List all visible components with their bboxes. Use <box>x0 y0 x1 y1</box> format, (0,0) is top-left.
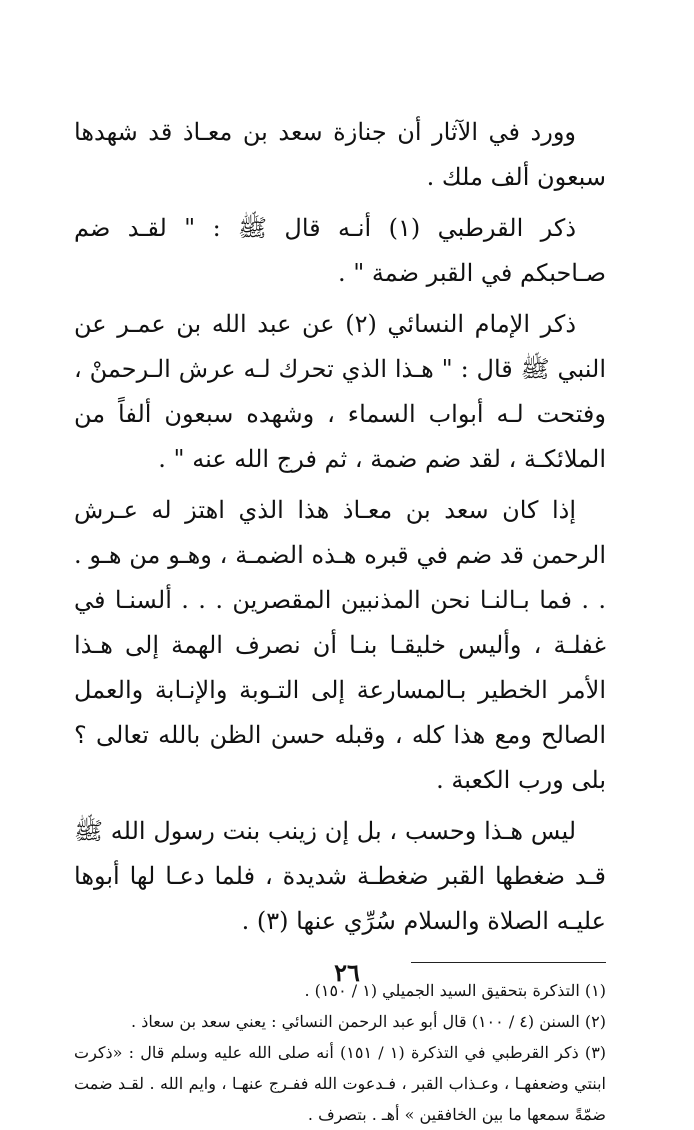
footnote-3: (٣) ذكر القرطبي في التذكرة (١ / ١٥١) أنه صلى الله عليه وسلم قال : «ذكرت ابنتي وضعفهـا ، وعـذاب القبر ، فـدعوت الله ففـرج عنهـا ، وايم الله . لقـد ضمت ضمّةً سمعها ما بين الخافقين » أهـ . بتصرف . <box>74 1043 607 1124</box>
paragraph-2: ذكر القرطبي (١) أنـه قال ﷺ : " لقـد ضم صـاحبكم في القبر ضمة " . <box>74 214 606 287</box>
paragraph-1: وورد في الآثار أن جنازة سعد بن معـاذ قد شهدها سبعون ألف ملك . <box>74 118 606 191</box>
footnote-1: (١) التذكرة بتحقيق السيد الجميلي (١ / ١٥٠) . <box>304 981 606 1000</box>
footnote-2: (٢) السنن (٤ / ١٠٠) قال أبو عبد الرحمن النسائي : يعني سعد بن سعاذ . <box>131 1012 606 1031</box>
paragraph-4: إذا كان سعد بن معـاذ هذا الذي اهتز له عـرش الرحمن قد ضم في قبره هـذه الضمـة ، وهـو من هـو . . . فما بـالنـا نحن المذنبين المقصرين . . . ألسنـا في غفلـة ، وأليس خليقـا بنـا أن نصرف الهمة إلى هـذا الأمر الخطير بـالمسارعة إلى التـوبة والإنـابة والعمل الصالح ومع هذا كله ، وقبله حسن الظن بالله تعالى ؟ بلى ورب الكعبة . <box>74 496 606 794</box>
page-number: ٢٦ <box>334 958 360 987</box>
paragraph-5: ليس هـذا وحسب ، بل إن زينب بنت رسول الله ﷺ قـد ضغطها القبر ضغطـة شديدة ، فلما دعـا لها أبوها عليـه الصلاة والسلام سُرِّي عنها (٣) . <box>74 817 606 935</box>
paragraph-3: ذكر الإمام النسائي (٢) عن عبد الله بن عمـر عن النبي ﷺ قال : " هـذا الذي تحرك لـه عرش الـرحمنْ ، وفتحت لـه أبواب السماء ، وشهده سبعون ألفاً من الملائكـة ، لقد ضم ضمة ، ثم فرج الله عنه " . <box>74 310 606 473</box>
